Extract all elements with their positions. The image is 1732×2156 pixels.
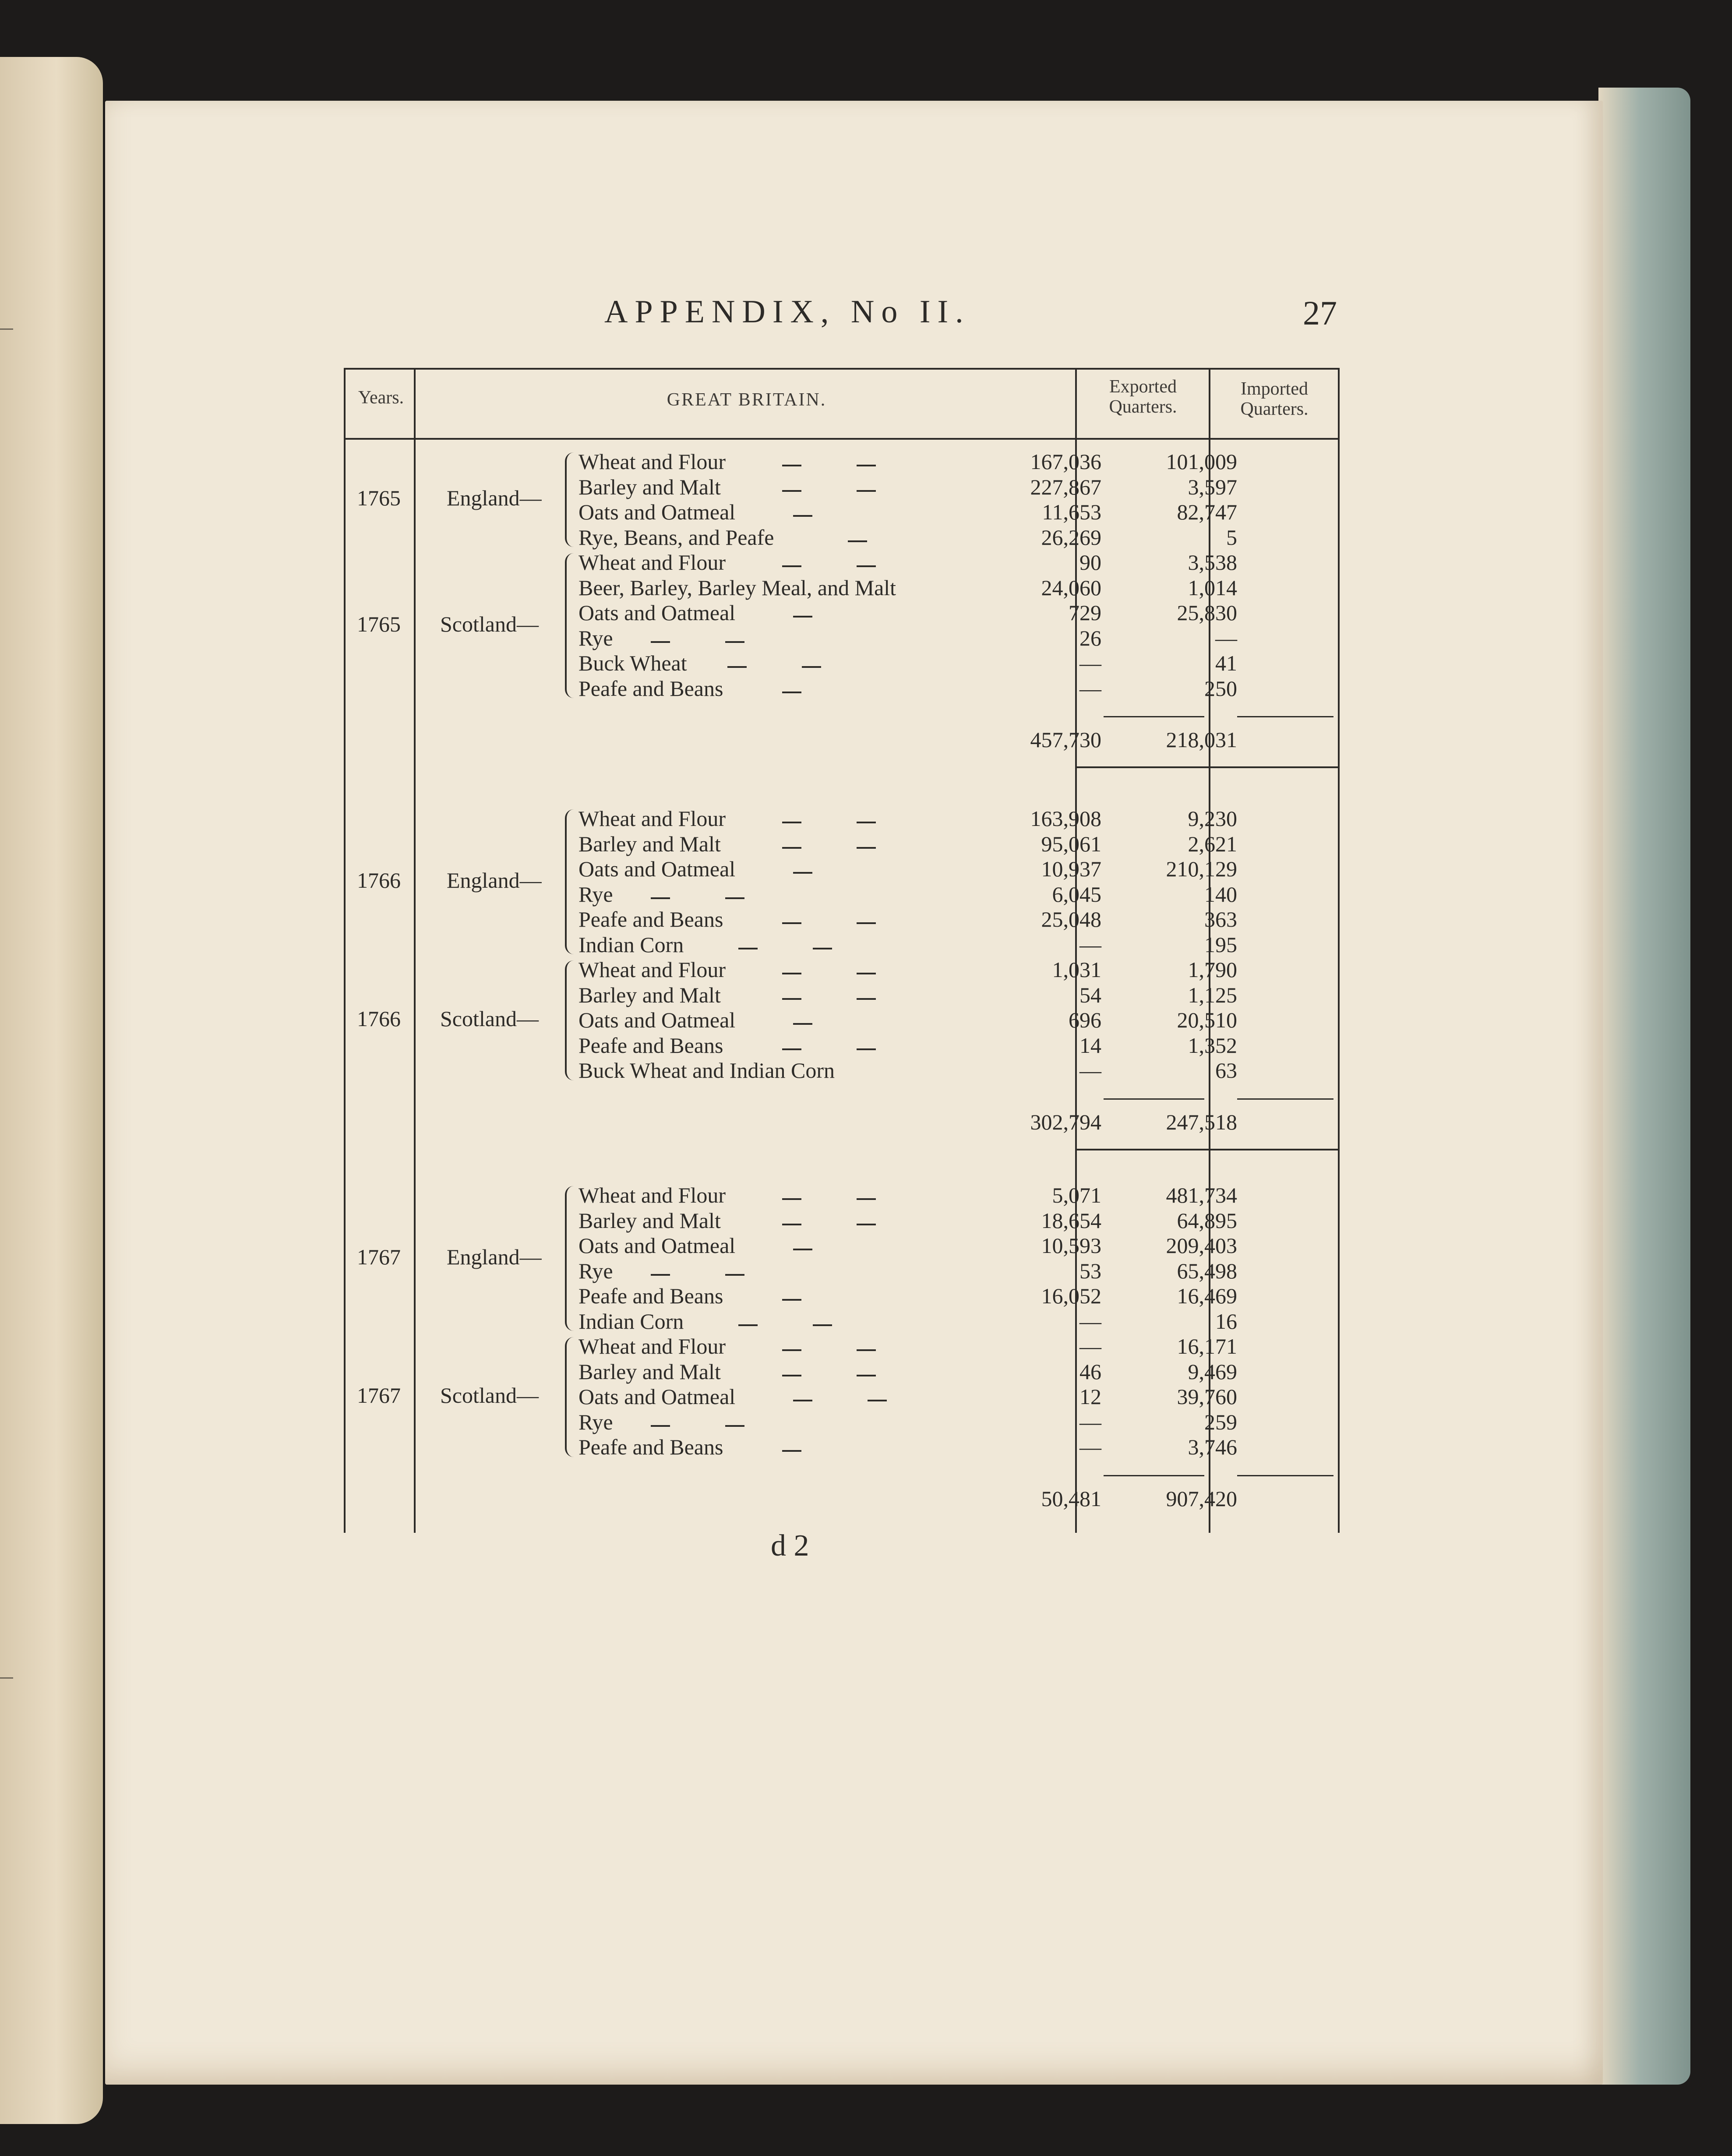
imported-value: 63	[1215, 1058, 1237, 1083]
exported-value: 14	[1079, 1033, 1101, 1058]
table-rule	[1338, 368, 1340, 1533]
item-label: Oats and Oatmeal	[579, 500, 736, 524]
exported-value: 25,048	[1041, 907, 1101, 932]
item-label: Indian Corn	[579, 1309, 684, 1334]
exported-value: 10,593	[1041, 1233, 1101, 1258]
item-label: Peafe and Beans	[579, 907, 723, 932]
dash-rule	[782, 1048, 801, 1050]
exported-value: 90	[1079, 550, 1101, 575]
item-label: Oats and Oatmeal	[579, 1233, 736, 1258]
item-label: Rye	[579, 625, 613, 650]
imported-value: 25,830	[1177, 600, 1237, 625]
total-rule	[1237, 1475, 1333, 1476]
total-rule	[1104, 716, 1204, 717]
total-rule	[1237, 1098, 1333, 1100]
row-brace	[565, 960, 576, 1080]
exported-value: 729	[1069, 600, 1101, 625]
left-page-rule	[0, 328, 13, 330]
imported-value: —	[1215, 625, 1237, 650]
item-label: Wheat and Flour	[579, 957, 726, 982]
table-rule	[344, 368, 346, 1533]
dash-rule	[782, 822, 801, 823]
signature-mark: d 2	[771, 1529, 809, 1563]
imported-value: 210,129	[1166, 857, 1237, 881]
exported-value: 5,071	[1052, 1183, 1101, 1207]
dash-rule	[857, 1224, 876, 1225]
imported-value: 1,352	[1188, 1033, 1237, 1058]
exported-value: 6,045	[1052, 882, 1101, 907]
exported-value: 18,654	[1041, 1208, 1101, 1233]
region-label: England—	[447, 486, 542, 510]
imported-value: 209,403	[1166, 1233, 1237, 1258]
dash-rule	[857, 847, 876, 849]
dash-rule	[782, 490, 801, 492]
exported-value: 53	[1079, 1258, 1101, 1283]
exported-value: 26,269	[1041, 525, 1101, 550]
section-rule	[1075, 766, 1340, 768]
dash-rule	[813, 1324, 832, 1326]
item-label: Wheat and Flour	[579, 1183, 726, 1207]
row-brace	[565, 809, 576, 954]
year-label: 1766	[357, 868, 401, 893]
dash-rule	[857, 1375, 876, 1376]
dash-rule	[725, 897, 744, 899]
dash-rule	[725, 1425, 744, 1427]
dash-rule	[857, 973, 876, 974]
dash-rule	[793, 616, 812, 618]
exported-value: 95,061	[1041, 831, 1101, 856]
region-label: England—	[447, 868, 542, 893]
dash-rule	[782, 1349, 801, 1351]
item-label: Barley and Malt	[579, 1208, 721, 1233]
exported-value: 167,036	[1030, 449, 1101, 474]
dash-rule	[813, 948, 832, 949]
total-exported: 302,794	[1030, 1109, 1101, 1134]
exported-value: 227,867	[1030, 474, 1101, 499]
item-label: Oats and Oatmeal	[579, 1008, 736, 1032]
dash-rule	[651, 1425, 670, 1427]
table-rule	[344, 438, 1340, 440]
dash-rule	[782, 998, 801, 1000]
exported-value: 1,031	[1052, 957, 1101, 982]
imported-value: 9,469	[1188, 1359, 1237, 1384]
header-exported: Exported Quarters.	[1109, 377, 1177, 417]
exported-value: 10,937	[1041, 857, 1101, 881]
imported-value: 20,510	[1177, 1008, 1237, 1032]
row-brace	[565, 1337, 576, 1457]
exported-value: 26	[1079, 625, 1101, 650]
imported-value: 64,895	[1177, 1208, 1237, 1233]
imported-value: 16,171	[1177, 1334, 1237, 1359]
table-rule	[414, 368, 416, 1533]
imported-value: 259	[1204, 1409, 1237, 1434]
dash-rule	[857, 1349, 876, 1351]
year-label: 1766	[357, 1006, 401, 1031]
dash-rule	[782, 1224, 801, 1225]
header-years: Years.	[358, 388, 404, 408]
dash-rule	[782, 1375, 801, 1376]
dash-rule	[782, 1450, 801, 1452]
imported-value: 101,009	[1166, 449, 1237, 474]
total-imported: 907,420	[1166, 1486, 1237, 1511]
imported-value: 140	[1204, 882, 1237, 907]
imported-value: 5	[1226, 525, 1237, 550]
dash-rule	[782, 973, 801, 974]
total-rule	[1104, 1098, 1204, 1100]
exported-value: —	[1079, 1309, 1101, 1334]
imported-value: 2,621	[1188, 831, 1237, 856]
imported-value: 3,746	[1188, 1435, 1237, 1459]
dash-rule	[857, 1048, 876, 1050]
item-label: Oats and Oatmeal	[579, 1384, 736, 1409]
exported-value: 11,653	[1042, 500, 1101, 524]
row-brace	[565, 553, 576, 698]
item-label: Wheat and Flour	[579, 550, 726, 575]
row-brace	[565, 1186, 576, 1331]
dash-rule	[857, 822, 876, 823]
imported-value: 481,734	[1166, 1183, 1237, 1207]
dash-rule	[651, 1274, 670, 1276]
exported-value: —	[1079, 932, 1101, 957]
item-label: Peafe and Beans	[579, 676, 723, 701]
imported-value: 82,747	[1177, 500, 1237, 524]
imported-value: 1,014	[1188, 575, 1237, 600]
left-page-edge	[0, 57, 103, 2124]
imported-value: 9,230	[1188, 806, 1237, 831]
dash-rule	[857, 490, 876, 492]
header-great-britain: GREAT BRITAIN.	[667, 390, 827, 410]
total-rule	[1104, 1475, 1204, 1476]
dash-rule	[848, 540, 867, 542]
imported-value: 363	[1204, 907, 1237, 932]
exported-value: 54	[1079, 982, 1101, 1007]
left-page-rule	[0, 1677, 13, 1679]
exported-value: 696	[1069, 1008, 1101, 1032]
dash-rule	[782, 692, 801, 693]
exported-value: —	[1079, 1334, 1101, 1359]
dash-rule	[651, 897, 670, 899]
exported-value: 12	[1079, 1384, 1101, 1409]
dash-rule	[793, 872, 812, 874]
item-label: Barley and Malt	[579, 474, 721, 499]
imported-value: 16,469	[1177, 1284, 1237, 1308]
item-label: Rye	[579, 1409, 613, 1434]
dash-rule	[793, 515, 812, 517]
item-label: Rye	[579, 882, 613, 907]
page-stack-edge	[1598, 88, 1690, 2085]
imported-value: 39,760	[1177, 1384, 1237, 1409]
item-label: Barley and Malt	[579, 1359, 721, 1384]
dash-rule	[793, 1023, 812, 1025]
exported-value: —	[1079, 1058, 1101, 1083]
item-label: Rye	[579, 1258, 613, 1283]
region-label: Scotland—	[440, 1383, 539, 1408]
item-label: Barley and Malt	[579, 831, 721, 856]
dash-rule	[782, 1198, 801, 1200]
total-exported: 50,481	[1041, 1486, 1101, 1511]
item-label: Wheat and Flour	[579, 1334, 726, 1359]
total-imported: 247,518	[1166, 1109, 1237, 1134]
imported-value: 16	[1215, 1309, 1237, 1334]
year-label: 1765	[357, 611, 401, 636]
exported-value: —	[1079, 1435, 1101, 1459]
imported-value: 250	[1204, 676, 1237, 701]
exported-value: 16,052	[1041, 1284, 1101, 1308]
dash-rule	[782, 1299, 801, 1301]
total-imported: 218,031	[1166, 727, 1237, 752]
dash-rule	[857, 998, 876, 1000]
item-label: Oats and Oatmeal	[579, 600, 736, 625]
dash-rule	[738, 1324, 758, 1326]
table-rule	[344, 368, 1340, 370]
dash-rule	[857, 565, 876, 567]
imported-value: 1,790	[1188, 957, 1237, 982]
item-label: Oats and Oatmeal	[579, 857, 736, 881]
dash-rule	[725, 641, 744, 643]
item-label: Buck Wheat	[579, 651, 687, 675]
imported-value: 195	[1204, 932, 1237, 957]
region-label: Scotland—	[440, 1006, 539, 1031]
item-label: Wheat and Flour	[579, 806, 726, 831]
item-label: Barley and Malt	[579, 982, 721, 1007]
dash-rule	[868, 1400, 887, 1401]
total-exported: 457,730	[1030, 727, 1101, 752]
dash-rule	[793, 1400, 812, 1401]
item-label: Peafe and Beans	[579, 1284, 723, 1308]
dash-rule	[857, 465, 876, 466]
dash-rule	[802, 666, 821, 668]
imported-value: 41	[1215, 651, 1237, 675]
item-label: Beer, Barley, Barley Meal, and Malt	[579, 575, 896, 600]
dash-rule	[857, 922, 876, 924]
imported-value: 65,498	[1177, 1258, 1237, 1283]
year-label: 1767	[357, 1244, 401, 1269]
region-label: Scotland—	[440, 611, 539, 636]
exported-value: —	[1079, 651, 1101, 675]
item-label: Peafe and Beans	[579, 1435, 723, 1459]
section-rule	[1075, 1149, 1340, 1150]
dash-rule	[727, 666, 747, 668]
exported-value: 24,060	[1041, 575, 1101, 600]
running-head: APPENDIX, No II.	[604, 294, 970, 330]
exported-value: —	[1079, 1409, 1101, 1434]
dash-rule	[782, 847, 801, 849]
dash-rule	[782, 565, 801, 567]
dash-rule	[782, 465, 801, 466]
page-number: 27	[1303, 294, 1337, 332]
dash-rule	[857, 1198, 876, 1200]
item-label: Peafe and Beans	[579, 1033, 723, 1058]
dash-rule	[782, 922, 801, 924]
item-label: Rye, Beans, and Peafe	[579, 525, 774, 550]
dash-rule	[725, 1274, 744, 1276]
imported-value: 1,125	[1188, 982, 1237, 1007]
dash-rule	[793, 1249, 812, 1250]
header-imported: Imported Quarters.	[1240, 379, 1309, 419]
item-label: Buck Wheat and Indian Corn	[579, 1058, 835, 1083]
dash-rule	[738, 948, 758, 949]
data-table	[344, 368, 1309, 1537]
exported-value: 163,908	[1030, 806, 1101, 831]
exported-value: —	[1079, 676, 1101, 701]
year-label: 1765	[357, 486, 401, 510]
item-label: Indian Corn	[579, 932, 684, 957]
book-page	[105, 101, 1603, 2085]
total-rule	[1237, 716, 1333, 717]
year-label: 1767	[357, 1383, 401, 1408]
item-label: Wheat and Flour	[579, 449, 726, 474]
region-label: England—	[447, 1244, 542, 1269]
row-brace	[565, 452, 576, 547]
imported-value: 3,538	[1188, 550, 1237, 575]
exported-value: 46	[1079, 1359, 1101, 1384]
imported-value: 3,597	[1188, 474, 1237, 499]
dash-rule	[651, 641, 670, 643]
